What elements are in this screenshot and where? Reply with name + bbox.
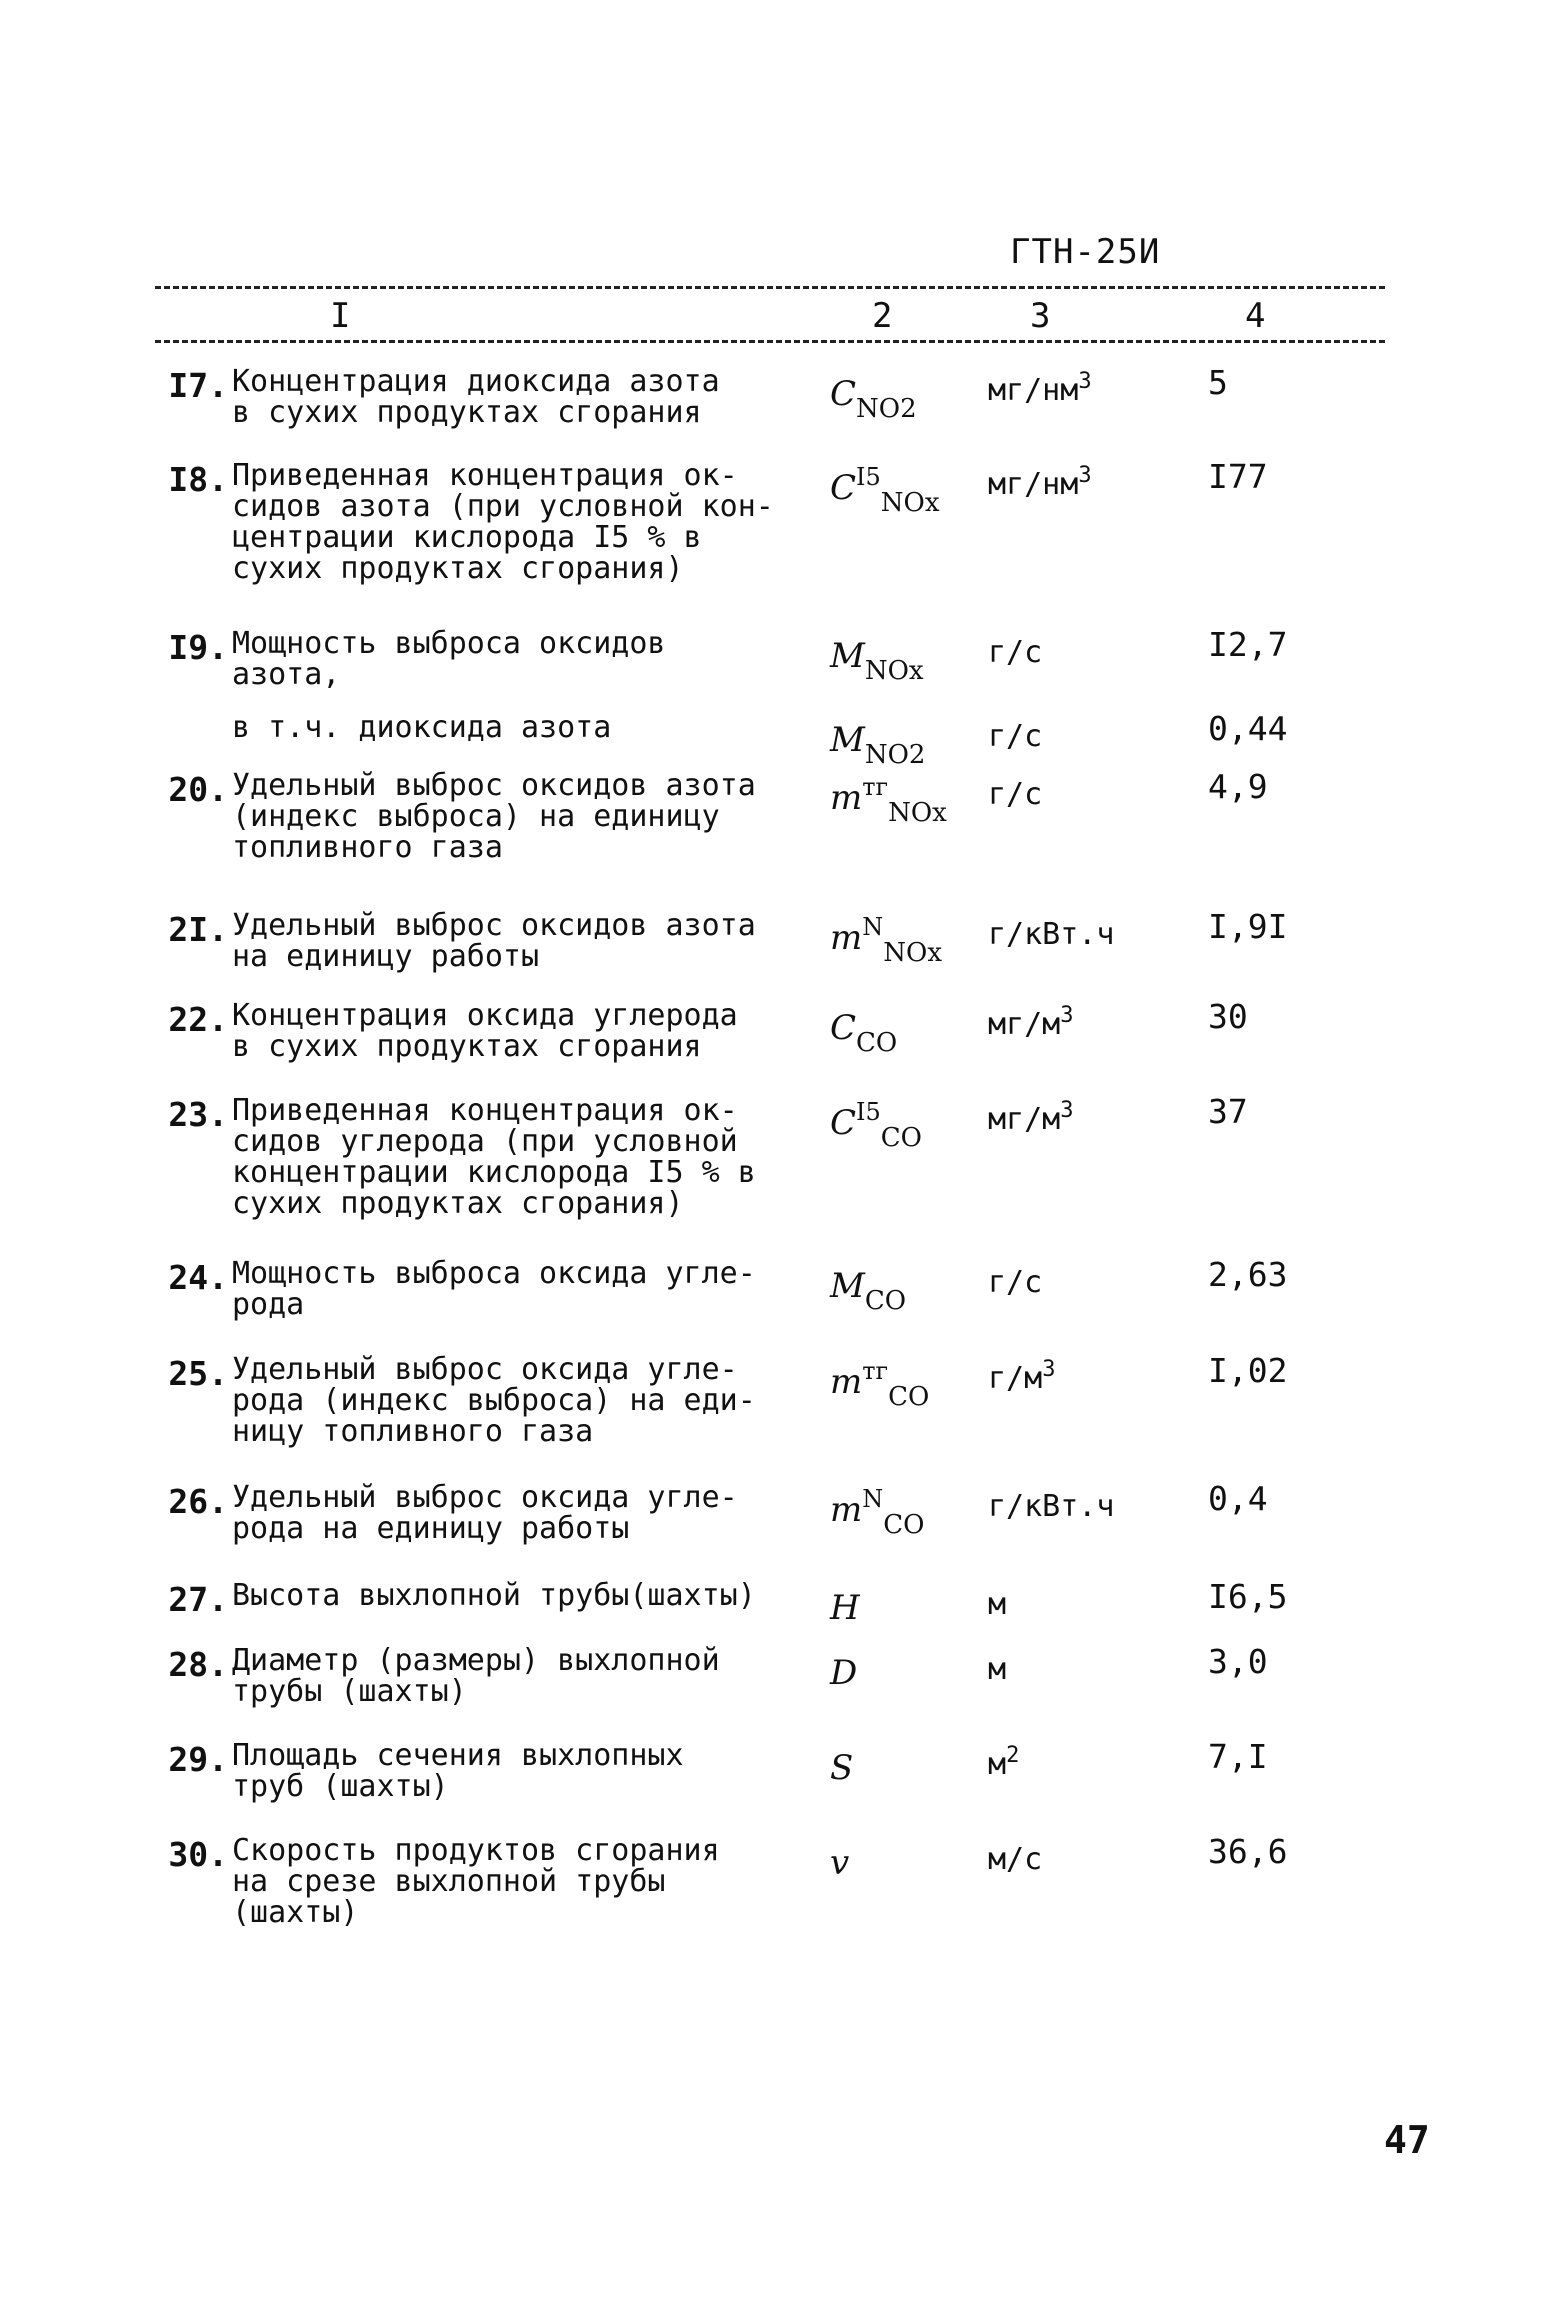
row-description: Удельный выброс оксида угле- рода на единицу работы [232, 1480, 738, 1546]
symbol-subscript: CO [888, 1382, 930, 1412]
row-description: Мощность выброса оксидов азота, [232, 626, 666, 692]
row-unit [988, 1835, 1148, 1875]
row-symbol [830, 1095, 970, 1155]
row-symbol [830, 1835, 970, 1895]
symbol-superscript: I5 [856, 1098, 881, 1126]
symbol-subscript: NO2 [856, 394, 917, 424]
document-code: ГТН-25И [1010, 232, 1161, 272]
row-unit [988, 366, 1148, 406]
row-unit [988, 460, 1148, 500]
symbol-main: m [830, 918, 863, 958]
row-unit [988, 1000, 1148, 1040]
symbol-superscript: N [862, 1485, 884, 1513]
row-symbol [830, 910, 970, 970]
unit-superscript: 3 [1078, 463, 1092, 488]
row-number: 24. [168, 1258, 228, 1297]
symbol-subscript: NOx [883, 938, 942, 968]
unit-main: м/с [988, 1842, 1043, 1877]
unit-main: г/м [988, 1361, 1043, 1396]
row-symbol [830, 366, 970, 426]
symbol-main: D [830, 1653, 858, 1693]
row-description: Удельный выброс оксида угле- рода (индекс выброса) на еди- ницу топливного газа [232, 1352, 756, 1449]
unit-main: г/кВт.ч [988, 917, 1115, 952]
row-unit [988, 1095, 1148, 1135]
row-description: Скорость продуктов сгорания на срезе выхлопной трубы (шахты) [232, 1833, 720, 1930]
row-number: 25. [168, 1354, 228, 1393]
unit-superscript: 2 [1006, 1743, 1020, 1768]
unit-superscript: 3 [1060, 1098, 1074, 1123]
symbol-subscript: CO [880, 1123, 922, 1153]
row-unit [988, 1580, 1148, 1620]
symbol-main: m [830, 1362, 863, 1402]
symbol-main: C [830, 374, 857, 414]
unit-superscript: 3 [1042, 1357, 1056, 1382]
row-unit [988, 712, 1148, 752]
symbol-main: M [830, 1266, 865, 1306]
row-value: 37 [1208, 1092, 1248, 1131]
row-description: Концентрация диоксида азота в сухих продуктах сгорания [232, 364, 720, 430]
symbol-superscript: N [862, 913, 884, 941]
symbol-subscript: CO [864, 1286, 907, 1316]
row-description: Мощность выброса оксида угле- рода [232, 1256, 756, 1322]
column-header-1: I [330, 296, 351, 336]
row-number: 27. [168, 1580, 228, 1619]
symbol-main: C [830, 468, 857, 508]
column-header-4: 4 [1245, 296, 1266, 336]
row-symbol [830, 712, 970, 772]
row-symbol [830, 1482, 970, 1542]
unit-main: г/с [988, 635, 1043, 670]
row-symbol [830, 1258, 970, 1318]
row-value: I,9I [1208, 907, 1288, 946]
row-value: I6,5 [1208, 1577, 1288, 1616]
row-value: 2,63 [1208, 1255, 1288, 1294]
row-value: 36,6 [1208, 1832, 1288, 1871]
unit-main: г/с [988, 719, 1043, 754]
unit-main: м [988, 1587, 1007, 1622]
unit-main: г/с [988, 1265, 1043, 1300]
row-description: Диаметр (размеры) выхлопной трубы (шахты) [232, 1643, 720, 1709]
symbol-subscript: CO [883, 1510, 925, 1540]
row-number: I9. [168, 628, 228, 667]
row-description: Приведенная концентрация ок- сидов углерода (при условной концентрации кислорода I5 % в сухих продуктах сгорания) [232, 1093, 756, 1221]
row-description: Площадь сечения выхлопных труб (шахты) [232, 1738, 684, 1804]
symbol-main: v [830, 1843, 850, 1883]
row-value: 7,I [1208, 1737, 1268, 1776]
row-description: Высота выхлопной трубы(шахты) [232, 1578, 756, 1613]
row-number: 29. [168, 1740, 228, 1779]
row-unit [988, 628, 1148, 668]
row-number: 2I. [168, 910, 228, 949]
symbol-superscript: тг [862, 1357, 889, 1385]
row-unit [988, 1740, 1148, 1780]
row-description: Концентрация оксида углерода в сухих продуктах сгорания [232, 998, 738, 1064]
row-value: 5 [1208, 363, 1228, 402]
row-description: в т.ч. диоксида азота [232, 710, 612, 745]
row-symbol [830, 1000, 970, 1060]
symbol-superscript: тг [862, 773, 889, 801]
row-unit [988, 910, 1148, 950]
unit-main: мг/м [988, 1007, 1061, 1042]
symbol-main: H [830, 1588, 860, 1628]
row-description: Удельный выброс оксидов азота на единицу работы [232, 908, 756, 974]
row-unit [988, 770, 1148, 810]
row-unit [988, 1258, 1148, 1298]
row-number: I8. [168, 460, 228, 499]
row-symbol [830, 628, 970, 688]
unit-main: г/с [988, 777, 1043, 812]
row-value: I2,7 [1208, 625, 1288, 664]
row-number: 20. [168, 770, 228, 809]
symbol-subscript: NOx [880, 488, 940, 518]
row-value: 30 [1208, 997, 1248, 1036]
symbol-main: m [830, 1490, 863, 1530]
row-symbol [830, 1580, 970, 1640]
row-symbol [830, 770, 970, 830]
row-unit [988, 1354, 1148, 1394]
unit-main: м [988, 1747, 1007, 1782]
row-value: 4,9 [1208, 767, 1268, 806]
symbol-main: S [830, 1748, 854, 1788]
symbol-subscript: NOx [888, 798, 947, 828]
table-header-rule [155, 340, 1385, 343]
page-number: 47 [1384, 2118, 1430, 2162]
unit-main: мг/м [988, 1102, 1061, 1137]
column-header-3: 3 [1030, 296, 1051, 336]
symbol-main: M [830, 720, 865, 760]
row-value: 0,44 [1208, 709, 1288, 748]
symbol-main: m [830, 778, 863, 818]
column-header-2: 2 [872, 296, 893, 336]
row-description: Приведенная концентрация ок- сидов азота (при условной кон- центрации кислорода I5 % в сухих продуктах сгорания) [232, 458, 774, 586]
row-number: 23. [168, 1095, 228, 1134]
unit-main: мг/нм [988, 467, 1079, 502]
row-description: Удельный выброс оксидов азота (индекс выброса) на единицу топливного газа [232, 768, 756, 865]
unit-main: м [988, 1652, 1007, 1687]
row-value: I77 [1208, 457, 1268, 496]
symbol-subscript: NOx [864, 656, 924, 686]
row-symbol [830, 1645, 970, 1705]
row-unit [988, 1645, 1148, 1685]
row-number: I7. [168, 366, 228, 405]
unit-superscript: 3 [1078, 369, 1092, 394]
symbol-superscript: I5 [856, 463, 881, 491]
row-symbol [830, 460, 970, 520]
row-unit [988, 1482, 1148, 1522]
symbol-main: M [830, 636, 865, 676]
unit-superscript: 3 [1060, 1003, 1074, 1028]
symbol-subscript: NO2 [864, 740, 926, 770]
unit-main: г/кВт.ч [988, 1489, 1115, 1524]
table-top-rule [155, 286, 1385, 289]
unit-main: мг/нм [988, 373, 1079, 408]
row-number: 26. [168, 1482, 228, 1521]
symbol-subscript: CO [856, 1028, 898, 1058]
symbol-main: C [830, 1103, 857, 1143]
row-value: 0,4 [1208, 1479, 1268, 1518]
row-value: I,02 [1208, 1351, 1288, 1390]
symbol-main: C [830, 1008, 857, 1048]
row-value: 3,0 [1208, 1642, 1268, 1681]
row-number: 22. [168, 1000, 228, 1039]
row-number: 28. [168, 1645, 228, 1684]
row-symbol [830, 1740, 970, 1800]
row-number: 30. [168, 1835, 228, 1874]
row-symbol [830, 1354, 970, 1414]
